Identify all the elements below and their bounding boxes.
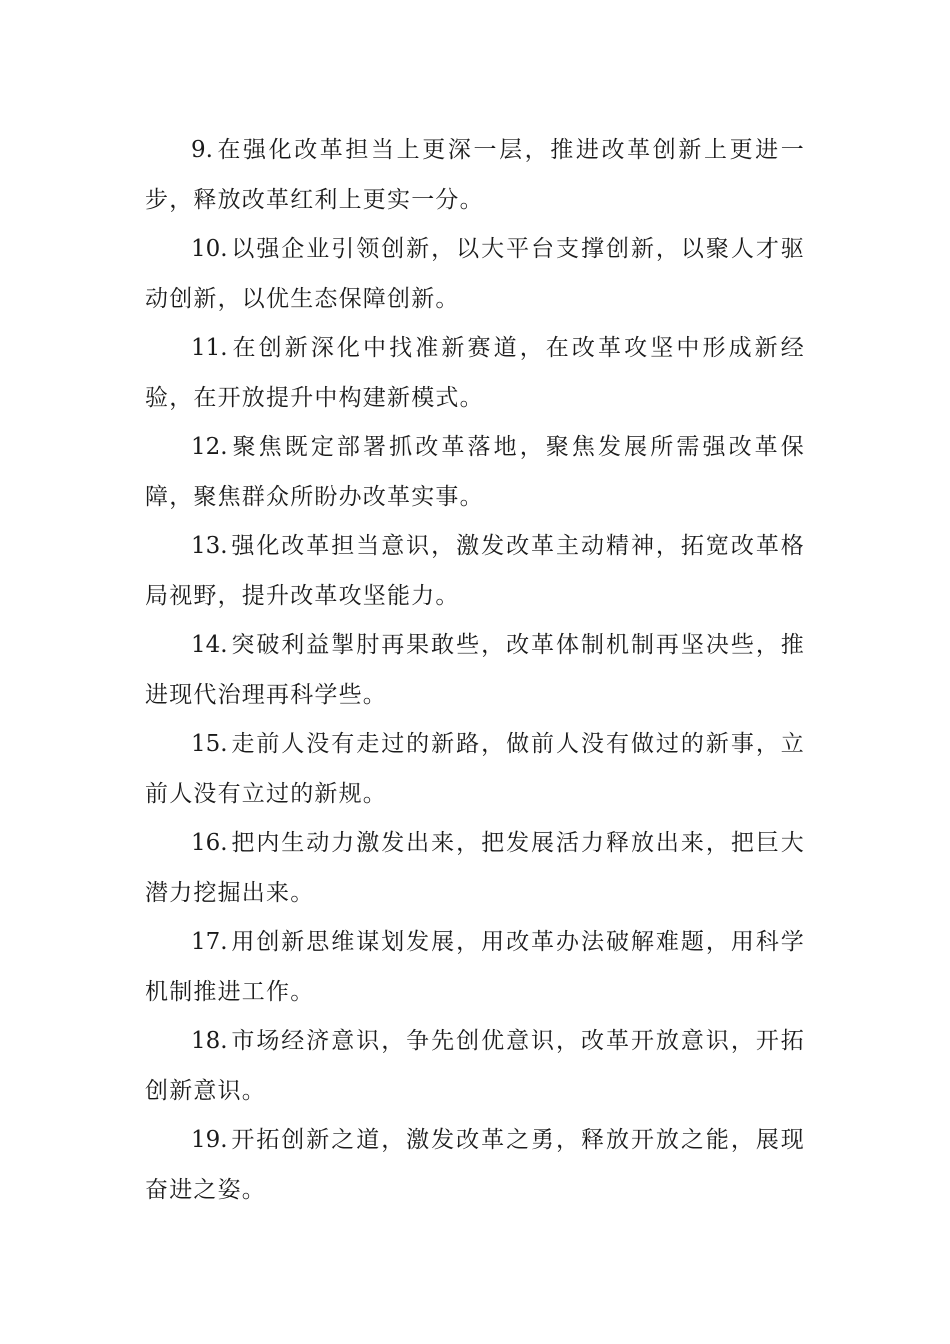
item-number: 18. [191,1028,228,1054]
list-item [145,423,805,522]
list-item [145,126,805,225]
item-number: 10. [191,236,228,262]
item-text: 用创新思维谋划发展，用改革办法破解难题，用科学机制推进工作。 [145,929,805,1005]
item-text: 以强企业引领创新，以大平台支撑创新，以聚人才驱动创新，以优生态保障创新。 [145,236,805,312]
item-text: 市场经济意识，争先创优意识，改革开放意识，开拓创新意识。 [145,1028,805,1104]
item-number: 9. [191,137,213,163]
item-text: 走前人没有走过的新路，做前人没有做过的新事，立前人没有立过的新规。 [145,731,805,807]
list-item [145,324,805,423]
list-item [145,1116,805,1215]
item-number: 16. [191,830,228,856]
item-text: 在创新深化中找准新赛道，在改革攻坚中形成新经验，在开放提升中构建新模式。 [145,335,805,411]
list-item [145,918,805,1017]
item-number: 19. [191,1127,228,1153]
document-body [145,126,805,1215]
item-number: 15. [191,731,228,757]
item-number: 14. [191,632,228,658]
item-number: 13. [191,533,228,559]
item-text: 突破利益掣肘再果敢些，改革体制机制再坚决些，推进现代治理再科学些。 [145,632,805,708]
list-item [145,225,805,324]
item-text: 强化改革担当意识，激发改革主动精神，拓宽改革格局视野，提升改革攻坚能力。 [145,533,805,609]
item-number: 12. [191,434,228,460]
item-text: 在强化改革担当上更深一层，推进改革创新上更进一步，释放改革红利上更实一分。 [145,137,805,213]
list-item [145,1017,805,1116]
list-item [145,522,805,621]
item-text: 聚焦既定部署抓改革落地，聚焦发展所需强改革保障，聚焦群众所盼办改革实事。 [145,434,805,510]
item-text: 开拓创新之道，激发改革之勇，释放开放之能，展现奋进之姿。 [145,1127,805,1203]
item-text: 把内生动力激发出来，把发展活力释放出来，把巨大潜力挖掘出来。 [145,830,805,906]
item-number: 11. [191,335,228,361]
list-item [145,720,805,819]
list-item [145,819,805,918]
item-number: 17. [191,929,228,955]
list-item [145,621,805,720]
